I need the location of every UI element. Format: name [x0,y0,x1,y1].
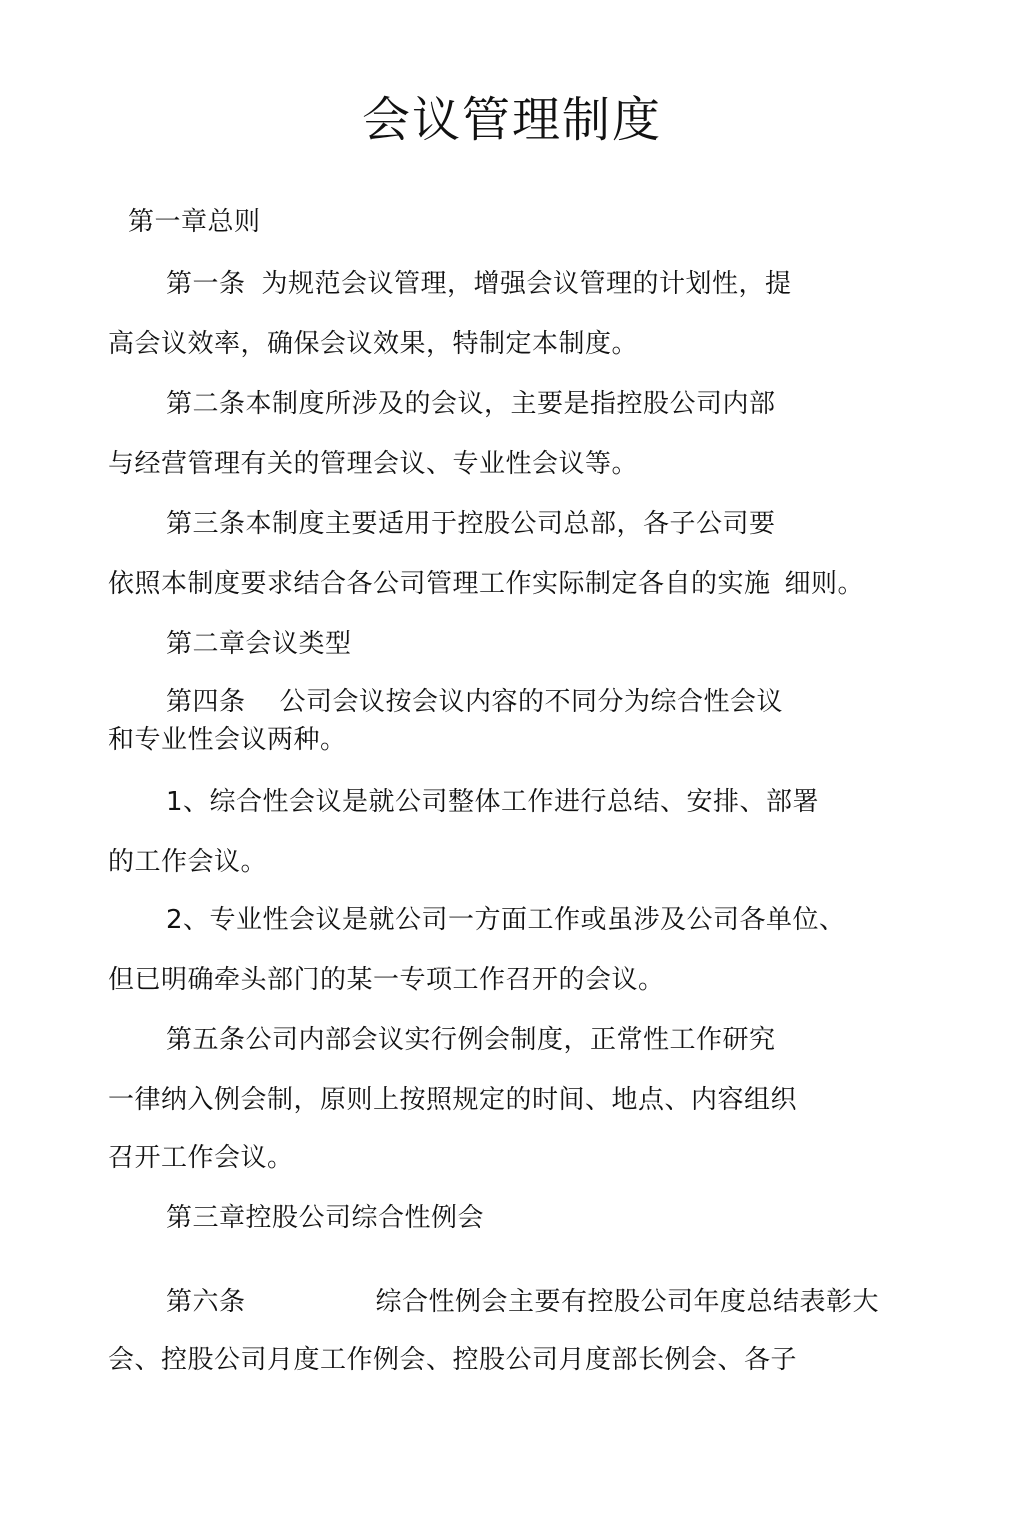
article-text: 依照本制度要求结合各公司管理工作实际制定各自的实施 [108,569,771,599]
article-5-line-1: 第五条公司内部会议实行例会制度，正常性工作研究 [166,1025,776,1055]
article-6-line-1 [166,1282,879,1322]
article-label: 第六条 [166,1287,246,1317]
article-4-line-1 [166,682,783,722]
article-5-line-3: 召开工作会议。 [108,1143,294,1173]
chapter-heading-2: 第二章会议类型 [166,629,352,659]
article-3-line-2 [108,564,864,604]
article-5-line-2: 一律纳入例会制，原则上按照规定的时间、地点、内容组织 [108,1085,798,1115]
article-1-line-2: 高会议效率，确保会议效果，特制定本制度。 [108,329,639,359]
article-2-line-2: 与经营管理有关的管理会议、专业性会议等。 [108,449,639,479]
article-2-line-1: 第二条本制度所涉及的会议，主要是指控股公司内部 [166,389,776,419]
item-1-line-2: 的工作会议。 [108,847,268,877]
document-title: 会议管理制度 [361,92,662,148]
article-label: 第四条 [166,687,246,717]
article-label: 第一条 [166,269,246,299]
article-text: 为规范会议管理，增强会议管理的计划性，提 [261,269,792,299]
article-text-end: 细则。 [784,569,865,599]
article-1-line-1 [166,264,792,304]
chapter-heading-1: 第一章总则 [128,207,261,237]
article-3-line-1: 第三条本制度主要适用于控股公司总部，各子公司要 [166,509,776,539]
article-text: 综合性例会主要有控股公司年度总结表彰大 [375,1287,880,1317]
item-2-line-1: 2、专业性会议是就公司一方面工作或虽涉及公司各单位、 [166,905,846,935]
article-6-line-2: 会、控股公司月度工作例会、控股公司月度部长例会、各子 [108,1345,798,1375]
item-2-line-2: 但已明确牵头部门的某一专项工作召开的会议。 [108,965,665,995]
article-text: 公司会议按会议内容的不同分为综合性会议 [279,687,784,717]
article-4-line-2: 和专业性会议两种。 [108,725,347,755]
chapter-heading-3: 第三章控股公司综合性例会 [166,1203,485,1233]
item-1-line-1: 1、综合性会议是就公司整体工作进行总结、安排、部署 [166,787,820,817]
